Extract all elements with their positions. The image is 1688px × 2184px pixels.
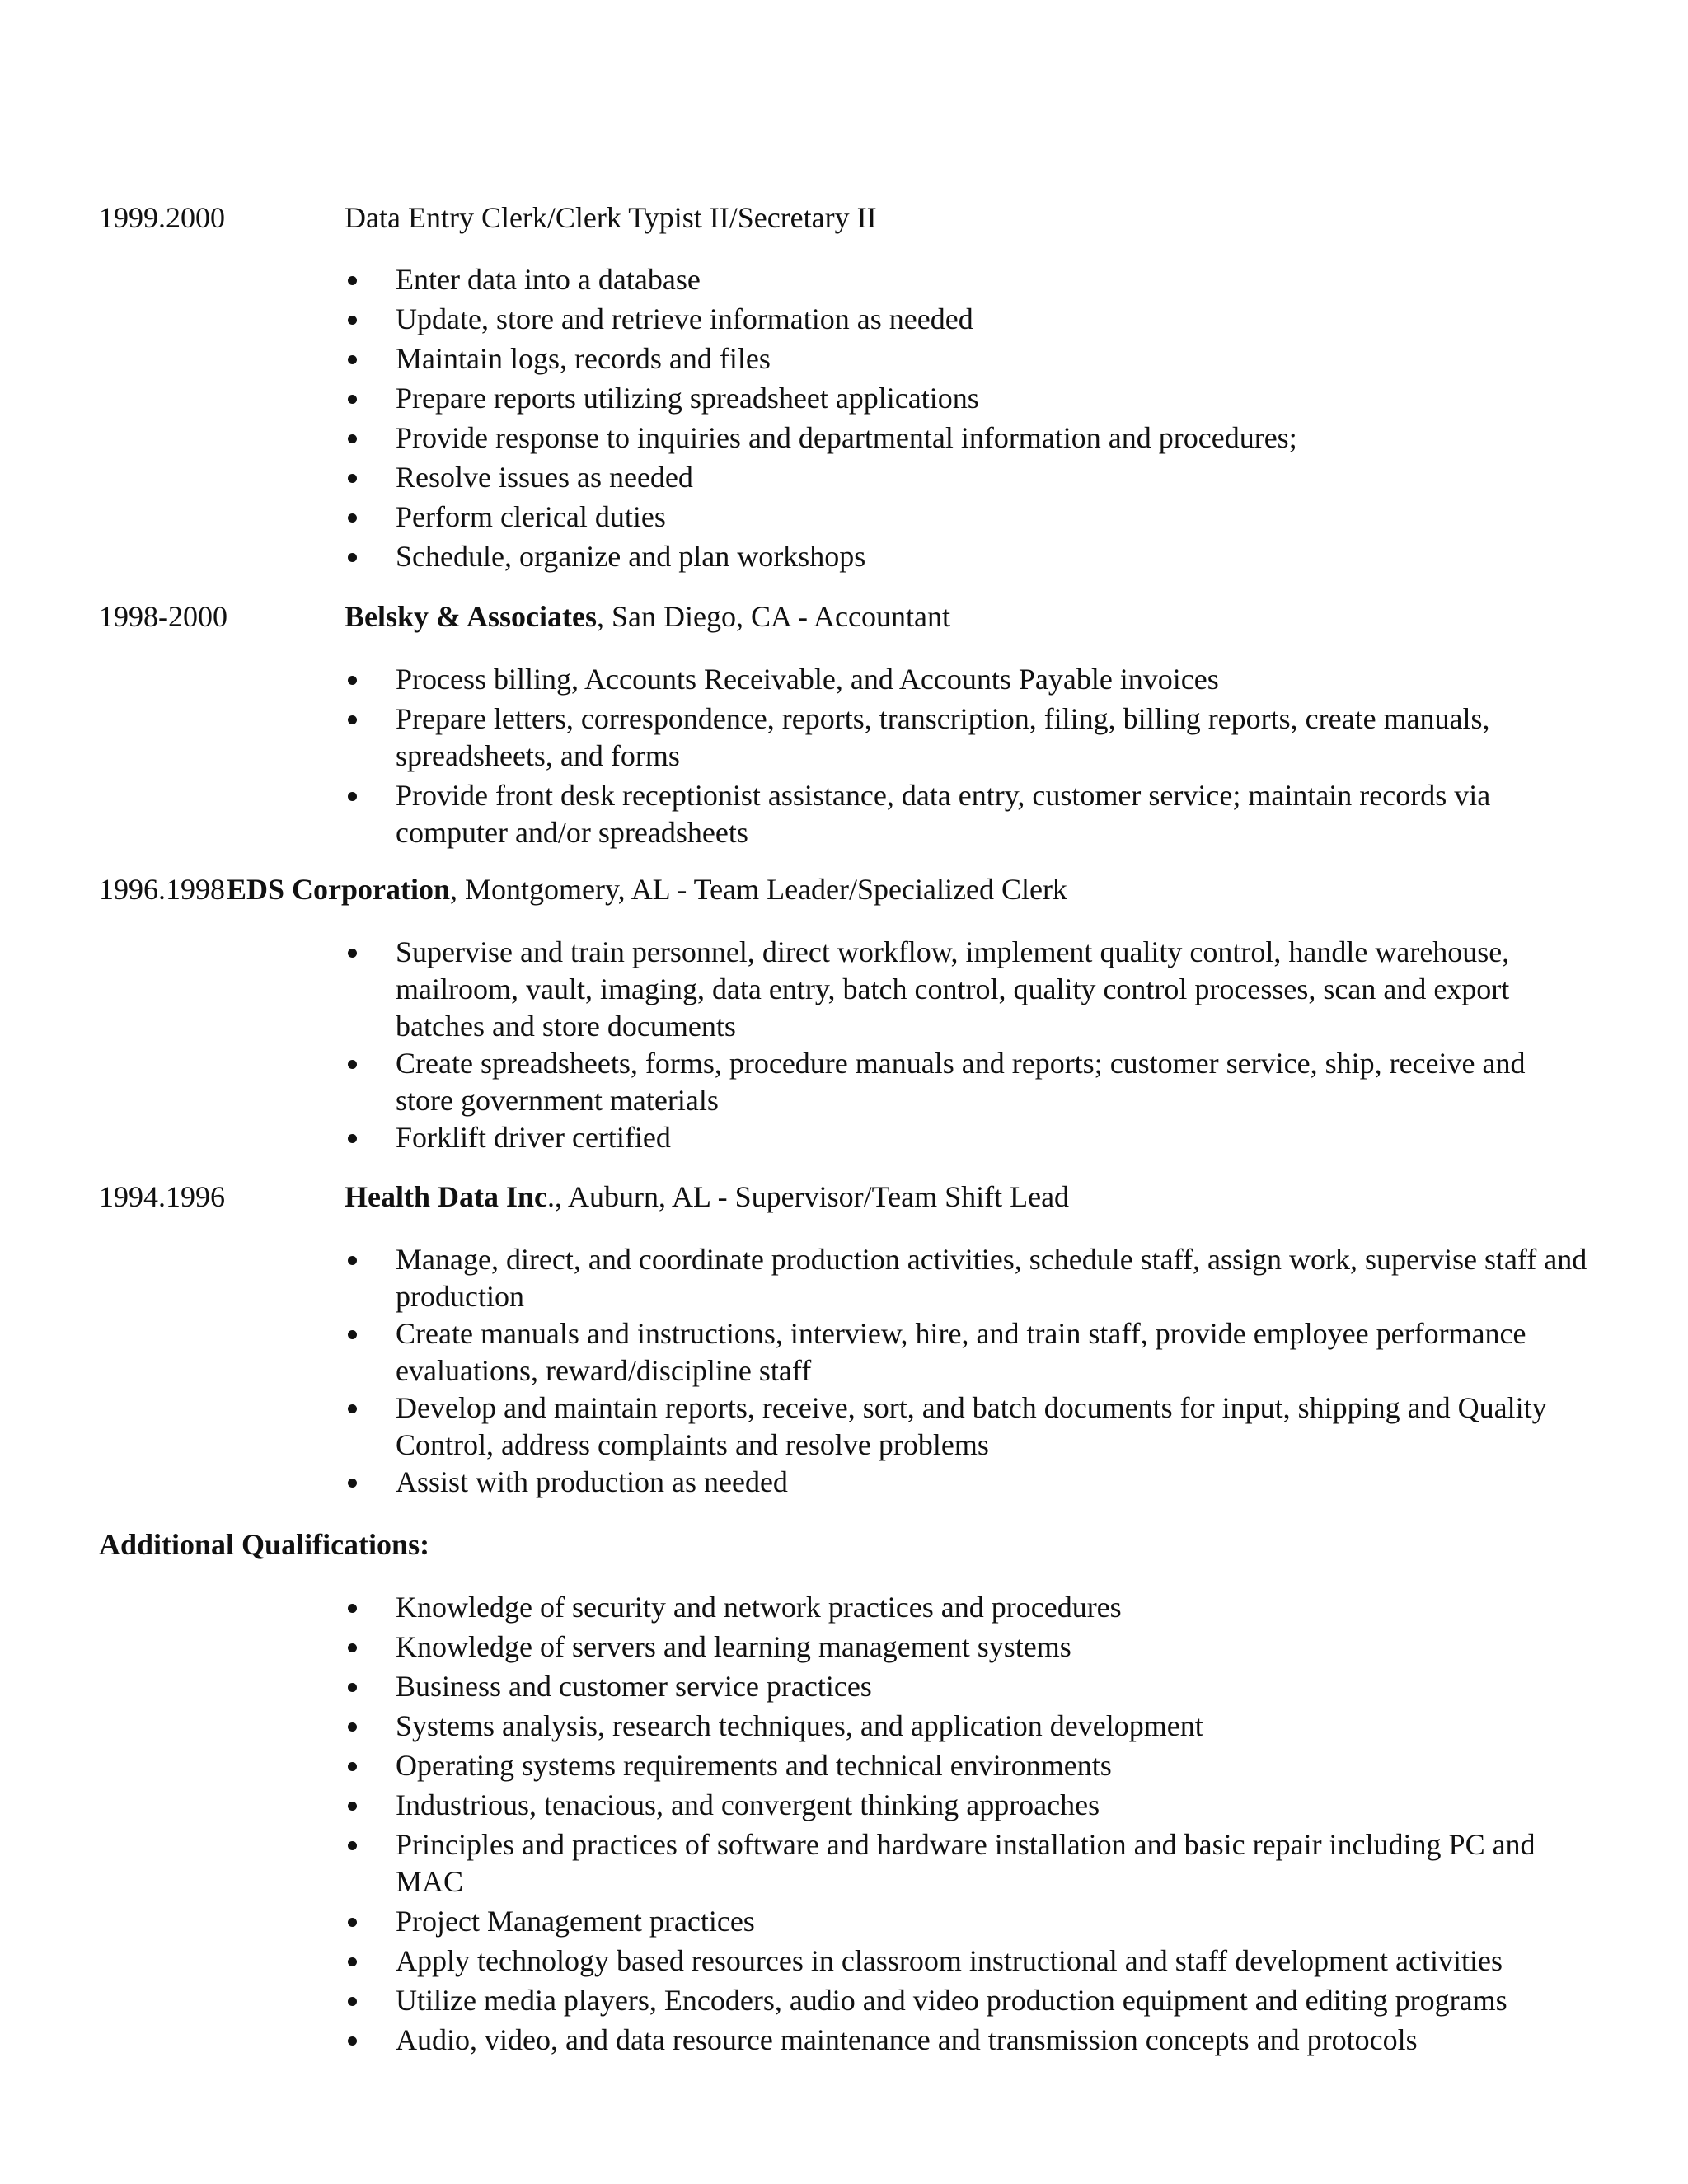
bullet-icon bbox=[348, 1997, 357, 2006]
list-item: Knowledge of security and network practices and procedures bbox=[345, 1589, 1589, 1626]
bullet-icon bbox=[348, 949, 357, 958]
bullet-icon bbox=[348, 1060, 357, 1069]
bullet-icon bbox=[348, 2036, 357, 2046]
list-item: Forklift driver certified bbox=[345, 1119, 1589, 1156]
bullet-icon bbox=[348, 1134, 357, 1143]
job-title bbox=[345, 598, 950, 635]
bullet-icon bbox=[348, 1722, 357, 1732]
bullet-icon bbox=[348, 715, 357, 724]
job-date: 1999.2000 bbox=[99, 201, 225, 234]
list-item: Systems analysis, research techniques, and application development bbox=[345, 1708, 1589, 1745]
list-item: Provide response to inquiries and departmental information and procedures; bbox=[345, 419, 1589, 457]
list-item: Operating systems requirements and technical environments bbox=[345, 1747, 1589, 1784]
list-item: Principles and practices of software and hardware installation and basic repair including PC and MAC bbox=[345, 1826, 1589, 1900]
job-details: ., Auburn, AL - Supervisor/Team Shift Lead bbox=[547, 1180, 1070, 1213]
bullet-icon bbox=[348, 1683, 357, 1692]
job-date: 1998-2000 bbox=[99, 600, 227, 633]
list-item: Update, store and retrieve information as needed bbox=[345, 301, 1589, 338]
list-item: Business and customer service practices bbox=[345, 1668, 1589, 1705]
job-details: Data Entry Clerk/Clerk Typist II/Secretary II bbox=[345, 201, 877, 234]
bullet-icon bbox=[348, 1330, 357, 1339]
job-duties-list bbox=[345, 661, 1589, 851]
bullet-icon bbox=[348, 276, 357, 285]
list-item: Audio, video, and data resource maintenance and transmission concepts and protocols bbox=[345, 2022, 1589, 2059]
job-title bbox=[345, 1179, 1069, 1215]
list-item: Process billing, Accounts Receivable, and Accounts Payable invoices bbox=[345, 661, 1589, 698]
section-heading: Additional Qualifications: bbox=[99, 1528, 430, 1561]
list-item: Prepare reports utilizing spreadsheet applications bbox=[345, 380, 1589, 417]
bullet-icon bbox=[348, 1918, 357, 1927]
list-item: Create manuals and instructions, interview, hire, and train staff, provide employee performance evaluations, reward/discipline staff bbox=[345, 1315, 1589, 1390]
job-duties-list bbox=[345, 261, 1589, 575]
job-details: , Montgomery, AL - Team Leader/Specialized Clerk bbox=[450, 873, 1067, 906]
list-item: Prepare letters, correspondence, reports, transcription, filing, billing reports, create manuals, spreadsheets, and forms bbox=[345, 701, 1589, 775]
list-item: Supervise and train personnel, direct workflow, implement quality control, handle warehouse, mailroom, vault, imaging, data entry, batch control, quality control processes, scan and export batches and store documents bbox=[345, 934, 1589, 1045]
job-title bbox=[345, 199, 877, 236]
job-details: , San Diego, CA - Accountant bbox=[597, 600, 950, 633]
job-date: 1996.1998 bbox=[99, 873, 225, 906]
list-item: Schedule, organize and plan workshops bbox=[345, 538, 1589, 575]
bullet-icon bbox=[348, 1957, 357, 1966]
job-duties-list bbox=[345, 934, 1589, 1156]
list-item: Maintain logs, records and files bbox=[345, 340, 1589, 377]
bullet-icon bbox=[348, 434, 357, 443]
list-item: Knowledge of servers and learning management systems bbox=[345, 1629, 1589, 1666]
list-item: Resolve issues as needed bbox=[345, 459, 1589, 496]
bullet-icon bbox=[348, 553, 357, 562]
bullet-icon bbox=[348, 1256, 357, 1265]
job-duties-list bbox=[345, 1241, 1589, 1501]
list-item: Assist with production as needed bbox=[345, 1464, 1589, 1501]
bullet-icon bbox=[348, 1643, 357, 1652]
bullet-icon bbox=[348, 316, 357, 325]
list-item: Provide front desk receptionist assistance, data entry, customer service; maintain records via computer and/or spreadsheets bbox=[345, 777, 1589, 851]
bullet-icon bbox=[348, 1762, 357, 1771]
list-item: Manage, direct, and coordinate production activities, schedule staff, assign work, supervise staff and production bbox=[345, 1241, 1589, 1315]
bullet-icon bbox=[348, 1604, 357, 1613]
list-item: Project Management practices bbox=[345, 1903, 1589, 1940]
qualifications-list bbox=[345, 1589, 1589, 2059]
bullet-icon bbox=[348, 1479, 357, 1488]
list-item: Industrious, tenacious, and convergent thinking approaches bbox=[345, 1787, 1589, 1824]
bullet-icon bbox=[348, 1404, 357, 1413]
job-company: Health Data Inc bbox=[345, 1180, 547, 1213]
bullet-icon bbox=[348, 1841, 357, 1850]
job-company: EDS Corporation bbox=[227, 873, 451, 906]
bullet-icon bbox=[348, 395, 357, 404]
job-company: Belsky & Associates bbox=[345, 600, 597, 633]
list-item: Utilize media players, Encoders, audio and video production equipment and editing programs bbox=[345, 1982, 1589, 2019]
bullet-icon bbox=[348, 1802, 357, 1811]
job-date: 1994.1996 bbox=[99, 1180, 225, 1213]
job-title bbox=[227, 871, 1067, 907]
list-item: Enter data into a database bbox=[345, 261, 1589, 298]
list-item: Develop and maintain reports, receive, sort, and batch documents for input, shipping and Quality Control, address complaints and resolve problems bbox=[345, 1390, 1589, 1464]
bullet-icon bbox=[348, 355, 357, 364]
list-item: Perform clerical duties bbox=[345, 499, 1589, 536]
bullet-icon bbox=[348, 474, 357, 483]
list-item: Apply technology based resources in classroom instructional and staff development activities bbox=[345, 1943, 1589, 1980]
bullet-icon bbox=[348, 513, 357, 523]
list-item: Create spreadsheets, forms, procedure manuals and reports; customer service, ship, receive and store government materials bbox=[345, 1045, 1589, 1119]
bullet-icon bbox=[348, 676, 357, 685]
bullet-icon bbox=[348, 792, 357, 801]
